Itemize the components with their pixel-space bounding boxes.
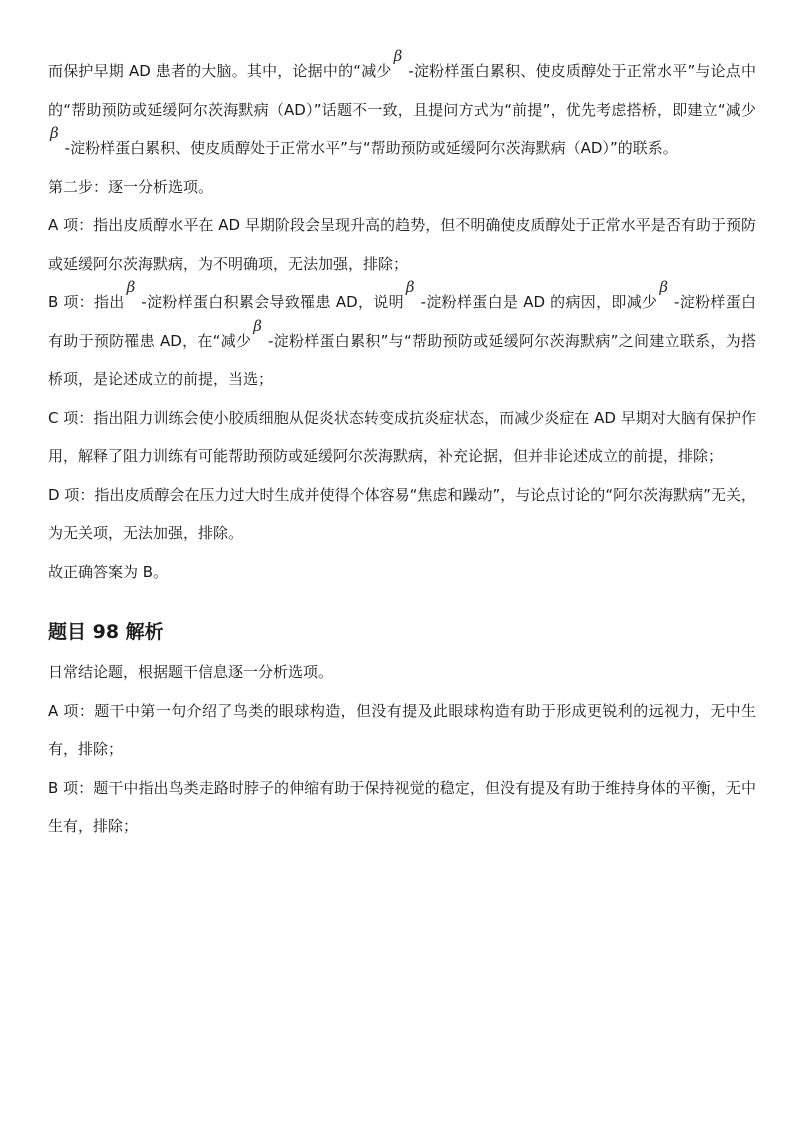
- text-segment: -淀粉样蛋白是 AD 的病因，即减少: [420, 293, 658, 311]
- text-segment: B 项：指出: [48, 293, 125, 311]
- option-d-analysis: D 项：指出皮质醇会在压力过大时生成并使得个体容易“焦虑和躁动”，与论点讨论的“阿尔茨海默病”无关，为无关项，无法加强，排除。: [48, 485, 756, 542]
- text-segment: -淀粉样蛋白有助于预防罹患 AD，在“减少: [48, 293, 757, 350]
- beta-symbol: β: [50, 124, 59, 142]
- step-two-label: 第二步：逐一分析选项。: [48, 177, 214, 196]
- q98-option-a-analysis: A 项：题干中第一句介绍了鸟类的眼球构造，但没有提及此眼球构造有助于形成更锐利的远视力，无中生有，排除；: [48, 701, 756, 758]
- beta-symbol: β: [126, 278, 136, 296]
- option-b-analysis: [48, 278, 757, 399]
- option-a-analysis: A 项：指出皮质醇水平在 AD 早期阶段会呈现升高的趋势，但不明确使皮质醇处于正常水平是否有助于预防或延缓阿尔茨海默病，为不明确项，无法加强，排除；: [48, 216, 756, 273]
- answer-line: 故正确答案为 B。: [48, 562, 169, 581]
- q98-option-b-analysis: B 项：题干中指出鸟类走路时脖子的伸缩有助于保持视觉的稳定，但没有提及有助于维持身体的平衡，无中生有，排除；: [48, 778, 756, 835]
- beta-symbol: β: [253, 316, 262, 335]
- question-intro: 日常结论题，根据题干信息逐一分析选项。: [48, 663, 334, 681]
- text-segment: -淀粉样蛋白积累会导致罹患 AD，说明: [141, 293, 404, 311]
- beta-symbol: β: [659, 278, 669, 296]
- beta-symbol: β: [393, 47, 403, 65]
- text-segment: 而保护早期 AD 患者的大脑。其中，论据中的“减少: [48, 62, 392, 80]
- section-heading: 题目 98 解析: [48, 621, 164, 643]
- analysis-paragraph-1: [48, 47, 757, 168]
- text-segment: -淀粉样蛋白累积、使皮质醇处于正常水平”与论点中的“帮助预防或延缓阿尔茨海默病（AD）”话题不一致，且提问方式为“前提”，优先考虑搭桥，即建立“减少: [48, 62, 757, 119]
- beta-symbol: β: [405, 278, 415, 296]
- text-segment: -淀粉样蛋白累积”与“帮助预防或延缓阿尔茨海默病”之间建立联系，为搭桥项，是论述成立的前提，当选；: [48, 331, 756, 388]
- document-page: [48, 47, 757, 846]
- option-c-analysis: C 项：指出阻力训练会使小胶质细胞从促炎状态转变成抗炎症状态，而减少炎症在 AD 早期对大脑有保护作用，解释了阻力训练有可能帮助预防或延缓阿尔茨海默病，补充论据，但并非论述成立的前提，排除；: [48, 408, 756, 465]
- text-segment: -淀粉样蛋白累积、使皮质醇处于正常水平”与“帮助预防或延缓阿尔茨海默病（AD）”的联系。: [64, 139, 678, 157]
